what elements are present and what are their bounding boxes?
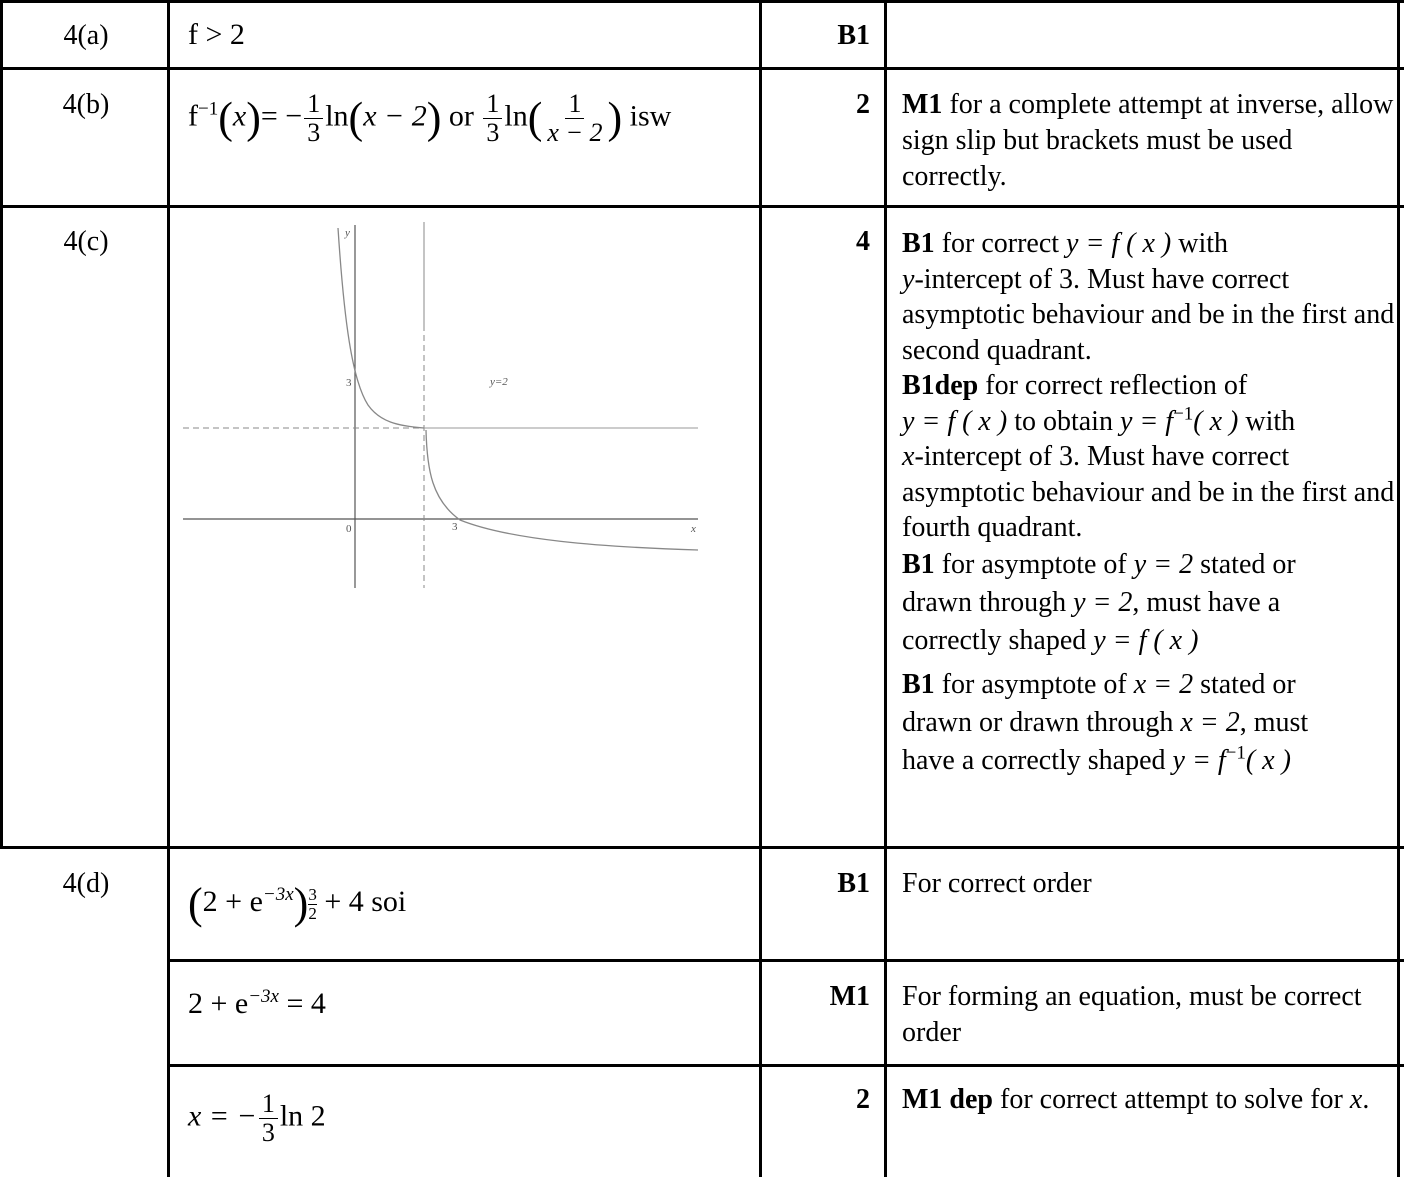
bracket-close: ) xyxy=(246,93,261,143)
f-symbol: f xyxy=(188,99,198,133)
power-three-halves: $\frac{3}{2}$ xyxy=(308,884,317,923)
answer-4d-2: $2 + e^{-3x} = 4$ xyxy=(188,986,326,1020)
col-border-right xyxy=(1397,0,1400,1177)
guidance-4c-b1dep: B1dep for correct reflection of y = f ( x ) to obtain $y = f^{-1}$( x ) with x-intercept of 3. Must have correct asymptotic behaviour and be in the first and fourth quadrant. xyxy=(902,370,1395,543)
row-border-c-d xyxy=(0,846,1404,849)
question-4c: 4(c) xyxy=(63,226,109,257)
y-intercept-label: 3 xyxy=(346,377,352,389)
y-axis-label: y xyxy=(345,227,350,239)
origin-label: 0 xyxy=(346,523,352,535)
ln-label: ln xyxy=(325,99,349,133)
mark-4a: B1 xyxy=(837,20,870,51)
answer-4a: f > 2 xyxy=(188,18,245,51)
col-border-3 xyxy=(884,0,887,1177)
inverse-exponent: −1 xyxy=(198,98,219,120)
or-label: or xyxy=(448,99,474,133)
x-axis-label: x xyxy=(691,523,696,535)
col-border-left xyxy=(0,0,3,846)
fraction-one-third: $\frac{1}{3}$ xyxy=(304,90,323,147)
ln-argument: x − 2 xyxy=(363,99,427,133)
guidance-4c-b1-x: B1 for asymptote of x = 2 stated or drawn or drawn through x = 2, must have a correctly shaped $y = f^{-1}$( x ) xyxy=(902,668,1309,776)
row-border-top xyxy=(0,0,1404,3)
graph-4c xyxy=(170,208,759,608)
answer-4d-1: $(2 + e^{-3x})$ $\frac{3}{2}$ + 4 soi xyxy=(188,879,407,928)
guidance-4b: M1 for a complete attempt at inverse, allow sign slip but brackets must be used correctly. xyxy=(902,89,1394,192)
guidance-4c-b1-y: B1 for asymptote of y = 2 stated or drawn through y = 2, must have a correctly shaped y = f ( x ) xyxy=(902,548,1296,656)
mark-4d-1: B1 xyxy=(837,868,870,899)
guidance-4c xyxy=(902,226,1397,780)
mark-4c: 4 xyxy=(856,226,870,257)
question-4d: 4(d) xyxy=(62,868,110,899)
answer-4d-3: x = − $\frac{1}{3}$ ln 2 xyxy=(188,1089,326,1147)
mark-4d-2: M1 xyxy=(829,981,870,1012)
guidance-4d-3: M1 dep for correct attempt to solve for x. xyxy=(902,1084,1370,1115)
equals-minus: = − xyxy=(260,99,303,133)
variable-x: x xyxy=(232,99,247,133)
guidance-4c-b1: B1 for correct y = f ( x ) with y-intercept of 3. Must have correct asymptotic behaviour and be in the first and second quadrant. xyxy=(902,228,1395,366)
guidance-4d-1: For correct order xyxy=(902,868,1092,899)
row-border-d1 xyxy=(168,959,1404,962)
mark-4d-3: 2 xyxy=(856,1084,870,1115)
isw-label: isw xyxy=(629,99,672,133)
curve-f xyxy=(338,228,424,428)
ln-label-2: ln xyxy=(504,99,528,133)
question-4a: 4(a) xyxy=(63,20,109,51)
fraction-one-third-3: $\frac{1}{3}$ xyxy=(259,1090,278,1147)
asymptote-label: y=2 xyxy=(490,376,508,388)
question-4b: 4(b) xyxy=(62,89,110,120)
row-border-d2 xyxy=(168,1064,1404,1067)
row-border-a-b xyxy=(0,67,1404,70)
fraction-one-third-2: $\frac{1}{3}$ xyxy=(483,90,502,147)
x-intercept-label: 3 xyxy=(452,521,458,533)
guidance-4d-2: For forming an equation, must be correct order xyxy=(902,981,1362,1048)
mark-4b: 2 xyxy=(856,89,870,120)
fraction-reciprocal: $\frac{1}{x - 2}$ xyxy=(547,89,603,147)
curve-f-inverse xyxy=(426,430,698,550)
answer-4b: $f^{-1}(x)=$ − $\frac{1}{3}$ ln(x − 2) or $\frac{1}{3}$ ln( $\frac{1}{x - 2}$ ) isw xyxy=(188,89,672,147)
bracket-open: ( xyxy=(218,93,233,143)
